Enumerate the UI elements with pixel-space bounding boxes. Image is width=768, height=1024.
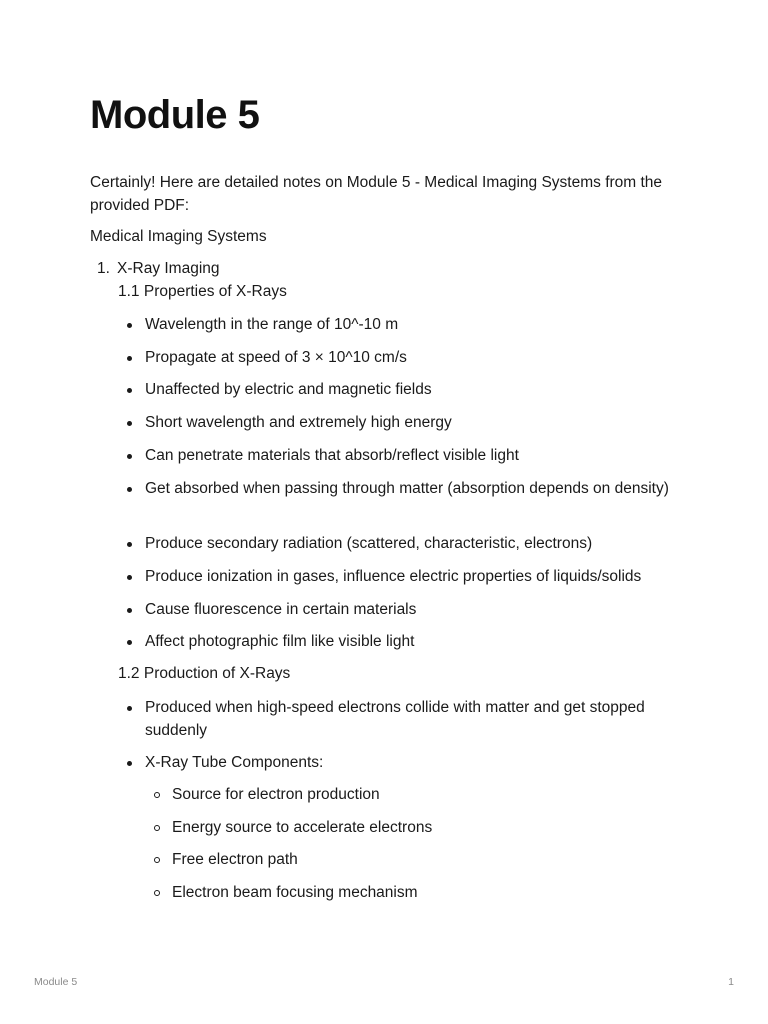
bullet-dot: [127, 487, 132, 492]
page-title: Module 5: [90, 93, 260, 137]
list-item: Get absorbed when passing through matter (absorption depends on density): [145, 477, 685, 500]
bullet-dot: [127, 575, 132, 580]
list-item: Short wavelength and extremely high energy: [145, 411, 685, 434]
list-item: X-Ray Tube Components:: [145, 751, 685, 774]
footer-label: Module 5: [34, 976, 78, 988]
intro-paragraph: Certainly! Here are detailed notes on Module 5 - Medical Imaging Systems from the provided PDF:: [90, 174, 663, 214]
list-item: Affect photographic film like visible light: [145, 630, 685, 653]
list-item: Produced when high-speed electrons collide with matter and get stopped suddenly: [145, 696, 685, 742]
hollow-bullet: [154, 825, 160, 831]
page-number: 1: [728, 976, 734, 988]
list-item: Propagate at speed of 3 × 10^10 cm/s: [145, 346, 685, 369]
bullet-dot: [127, 608, 132, 613]
bullet-dot: [127, 454, 132, 459]
bullet-dot: [127, 706, 132, 711]
nested-list-item: Energy source to accelerate electrons: [172, 817, 672, 839]
list-item: Can penetrate materials that absorb/reflect visible light: [145, 444, 685, 467]
bullet-dot: [127, 356, 132, 361]
bullet-dot: [127, 388, 132, 393]
bullet-dot: [127, 640, 132, 645]
bullet-dot: [127, 323, 132, 328]
subheading-production: 1.2 Production of X-Rays: [118, 665, 291, 682]
list-item: Unaffected by electric and magnetic fields: [145, 378, 685, 401]
nested-list-item: Electron beam focusing mechanism: [172, 882, 672, 904]
subheading-properties: 1.1 Properties of X-Rays: [118, 283, 287, 300]
section-heading-xray: [97, 258, 697, 280]
bullet-dot: [127, 542, 132, 547]
hollow-bullet: [154, 857, 160, 863]
list-item: Cause fluorescence in certain materials: [145, 598, 685, 621]
bullet-dot: [127, 421, 132, 426]
nested-list-item: Free electron path: [172, 849, 672, 871]
list-item: Produce ionization in gases, influence electric properties of liquids/solids: [145, 565, 685, 588]
section-label: X-Ray Imaging: [117, 260, 220, 277]
bullet-dot: [127, 761, 132, 766]
nested-list-item: Source for electron production: [172, 784, 672, 806]
hollow-bullet: [154, 890, 160, 896]
section-number: 1.: [97, 260, 110, 277]
list-item: Produce secondary radiation (scattered, characteristic, electrons): [145, 532, 685, 555]
list-item: Wavelength in the range of 10^-10 m: [145, 313, 685, 336]
hollow-bullet: [154, 792, 160, 798]
section-subtitle: Medical Imaging Systems: [90, 228, 267, 245]
